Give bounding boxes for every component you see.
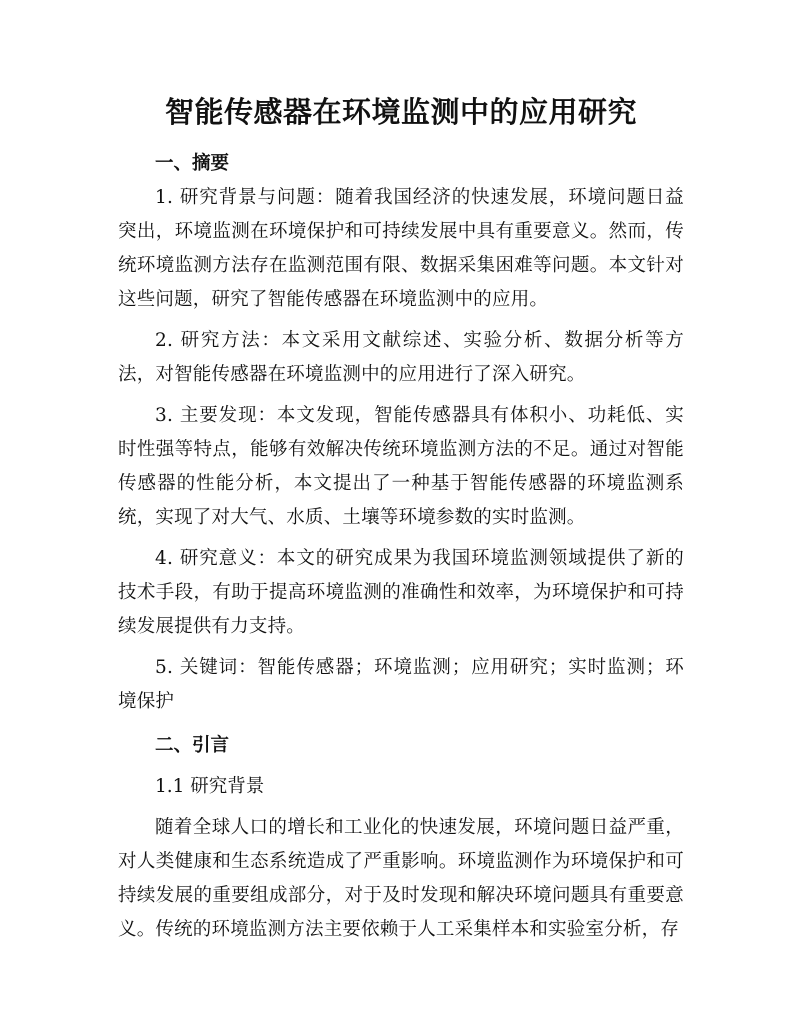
introduction-paragraph: 随着全球人口的增长和工业化的快速发展，环境问题日益严重，对人类健康和生态系统造成了严重影响。环境监测作为环境保护和可持续发展的重要组成部分，对于及时发现和解决环境问题具有重要意义。传统的环境监测方法主要依赖于人工采集样本和实验室分析，存 xyxy=(118,817,684,940)
subsection-heading-background: 1.1 研究背景 xyxy=(155,776,265,797)
abstract-paragraph-significance: 4. 研究意义：本文的研究成果为我国环境监测领域提供了新的技术手段，有助于提高环境监测的准确性和效率，为环境保护和可持续发展提供有力支持。 xyxy=(118,548,684,637)
abstract-paragraph-keywords: 5. 关键词：智能传感器；环境监测；应用研究；实时监测；环境保护 xyxy=(118,657,684,712)
section-heading-abstract: 一、摘要 xyxy=(155,153,230,174)
section-heading-introduction: 二、引言 xyxy=(155,735,230,756)
abstract-paragraph-methods: 2. 研究方法：本文采用文献综述、实验分析、数据分析等方法，对智能传感器在环境监测中的应用进行了深入研究。 xyxy=(118,330,684,385)
abstract-paragraph-findings: 3. 主要发现：本文发现，智能传感器具有体积小、功耗低、实时性强等特点，能够有效解决传统环境监测方法的不足。通过对智能传感器的性能分析，本文提出了一种基于智能传感器的环境监测系统，实现了对大气、水质、土壤等环境参数的实时监测。 xyxy=(118,405,684,528)
abstract-paragraph-background: 1. 研究背景与问题：随着我国经济的快速发展，环境问题日益突出，环境监测在环境保护和可持续发展中具有重要意义。然而，传统环境监测方法存在监测范围有限、数据采集困难等问题。本文针对这些问题，研究了智能传感器在环境监测中的应用。 xyxy=(118,187,684,310)
document-title: 智能传感器在环境监测中的应用研究 xyxy=(164,95,637,129)
